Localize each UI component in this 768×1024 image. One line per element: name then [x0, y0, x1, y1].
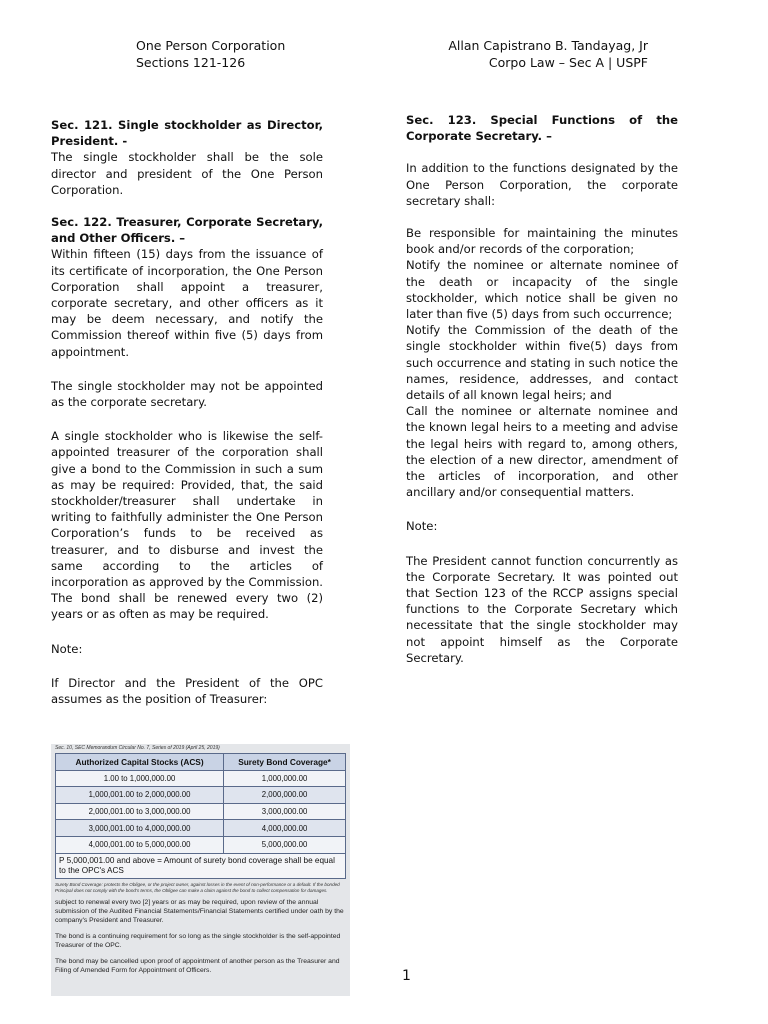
list-item: Be responsible for maintaining the minutes book and/or records of the corporation; [406, 226, 678, 257]
list-item: Notify the nominee or alternate nominee of the death or incapacity of the single stockholder, which notice shall be given no later than five (5) days from such occurrence; [406, 258, 678, 322]
list-item: Call the nominee or alternate nominee and the known legal heirs to a meeting and advise the legal heirs with regard to, among others, the election of a new director, amendment of the articles of incorporation, and other ancillary and/or consequential matters. [406, 404, 678, 500]
right-column [406, 112, 678, 666]
note-body: If Director and the President of the OPC assumes as the position of Treasurer: [51, 675, 323, 707]
document-subtitle: Sections 121-126 [136, 54, 246, 70]
acs-cell: 2,000,001.00 to 3,000,000.00 [56, 803, 224, 820]
bond-cell: 1,000,000.00 [224, 770, 346, 787]
acs-cell: 1.00 to 1,000,000.00 [56, 770, 224, 787]
sec123-title: Sec. 123. Special Functions of the Corporate Secretary. – [406, 113, 678, 144]
table-row [56, 803, 346, 820]
header-left [136, 38, 285, 71]
acs-cell: 3,000,001.00 to 4,000,000.00 [56, 820, 224, 837]
col-header-acs: Authorized Capital Stocks (ACS) [56, 754, 224, 771]
surety-bond-table [55, 753, 346, 854]
paragraph-secretary: The single stockholder may not be appointed as the corporate secretary. [51, 378, 323, 410]
surety-bond-table-image [51, 744, 350, 996]
sec123-intro: In addition to the functions designated by the One Person Corporation, the corporate secretary shall: [406, 161, 678, 208]
table-note-continuing: The bond is a continuing requirement for so long as the single stockholder is the self-appointed Treasurer of the OPC. [55, 932, 341, 949]
table-row [56, 770, 346, 787]
paragraph-bond: A single stockholder who is likewise the self-appointed treasurer of the corporation shall give a bond to the Commission in such a sum as may be required: Provided, that, the said stockholder/treasurer shall undertake in writing to faithfully administer the One Person Corporation’s funds to be received as treasurer, and to disburse and invest the same according to the articles of incorporation as approved by the Commission. The bond shall be renewed every two (2) years or as often as may be required. [51, 429, 323, 622]
bond-cell: 3,000,000.00 [224, 803, 346, 820]
list-item: Notify the Commission of the death of the single stockholder within five(5) days from such occurrence and stating in such notice the names, residence, addresses, and contact details of all known legal heirs; and [406, 323, 678, 403]
acs-cell: 1,000,001.00 to 2,000,000.00 [56, 787, 224, 804]
left-column [51, 117, 323, 707]
sec122-body: Within fifteen (15) days from the issuance of its certificate of incorporation, the One Person Corporation shall appoint a treasurer, corporate secretary, and other officers as it may be deem necessary, and notify the Commission thereof within five (5) days from appointment. [51, 247, 323, 359]
header-right [448, 38, 648, 71]
table-caption: Sec. 10, SEC Memorandum Circular No. 7, Series of 2019 (April 25, 2019) [55, 745, 220, 751]
bond-cell: 2,000,000.00 [224, 787, 346, 804]
course-info: Corpo Law – Sec A | USPF [488, 54, 648, 70]
col-header-bond: Surety Bond Coverage* [224, 754, 346, 771]
document-title: One Person Corporation [136, 38, 286, 53]
sec121-body: The single stockholder shall be the sole director and president of the One Person Corporation. [51, 150, 323, 197]
sec121-title: Sec. 121. Single stockholder as Director, President. - [51, 118, 323, 149]
bond-cell: 4,000,000.00 [224, 820, 346, 837]
table-note-renewal: subject to renewal every two [2] years or as may be required, upon review of the annual submission of the Audited Financial Statements/Financial Statements certified under oath by the company's President and Treasurer. [55, 898, 344, 924]
table-row [56, 787, 346, 804]
page-number: 1 [402, 968, 411, 984]
sec122-title: Sec. 122. Treasurer, Corporate Secretary, and Other Officers. – [51, 215, 323, 246]
acs-cell: 4,000,001.00 to 5,000,000.00 [56, 836, 224, 853]
table-note-cancel: The bond may be cancelled upon proof of appointment of another person as the Treasurer and Filing of Amended Form for Appointment of Officers. [55, 957, 340, 974]
author-name: Allan Capistrano B. Tandayag, Jr [448, 38, 648, 53]
table-last-row: P 5,000,001.00 and above = Amount of surety bond coverage shall be equal to the OPC's ACS [55, 854, 346, 879]
bond-cell: 5,000,000.00 [224, 836, 346, 853]
note-label-right: Note: [406, 519, 438, 534]
surety-fine-print: Surety Bond Coverage: protects the Obligee, or the project owner, against losses in the event of non-performance or a default. If the bonded Principal does not comply with the bond's terms, the Obligee can make a claim against the bond to collect compensation for damages. [55, 881, 340, 893]
table-notes [55, 898, 346, 975]
table-row [56, 820, 346, 837]
note-label: Note: [51, 641, 83, 656]
note-body-right: The President cannot function concurrently as the Corporate Secretary. It was pointed out that Section 123 of the RCCP assigns special functions to the Corporate Secretary which necessitate that the single stockholder may not appoint himself as the Corporate Secretary. [406, 553, 678, 665]
table-row [56, 836, 346, 853]
